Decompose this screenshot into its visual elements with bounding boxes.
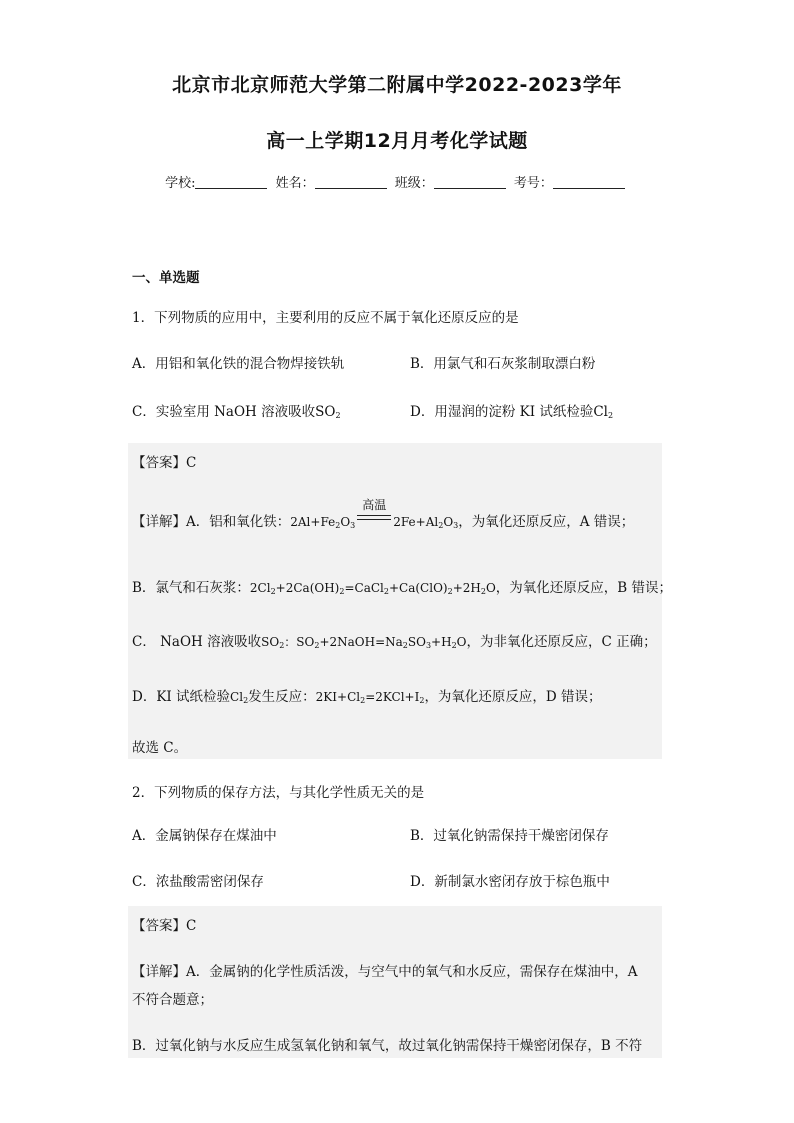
number-label: 考号： xyxy=(513,176,553,191)
section-title: 一、单选题 xyxy=(132,270,200,286)
q1-conclusion: 故选 C。 xyxy=(132,740,188,756)
q2-option-d: D．新制氯水密闭存放于棕色瓶中 xyxy=(410,874,610,890)
title-line-2: 高一上学期12月月考化学试题 xyxy=(266,130,528,152)
title-line-1: 北京市北京师范大学第二附属中学2022-2023学年 xyxy=(172,74,622,96)
q2-option-a: A．金属钠保存在煤油中 xyxy=(132,828,277,844)
q2-stem: 2．下列物质的保存方法，与其化学性质无关的是 xyxy=(132,785,425,801)
q2-detail-a-line1: 【详解】A．金属钠的化学性质活泼，与空气中的氧气和水反应，需保存在煤油中，A xyxy=(132,964,638,980)
q1-option-a: A．用铝和氧化铁的混合物焊接铁轨 xyxy=(132,356,345,372)
q1-detail-d: D．KI 试纸检验$Cl_2$发生反应：$2KI+Cl_2=2KCl+I_2$，为氧化还原反应，D 错误； xyxy=(132,689,602,705)
class-label: 班级： xyxy=(394,176,434,191)
q1-option-c: C．实验室用 NaOH 溶液吸收$SO_2$ xyxy=(132,404,341,420)
reaction-condition-arrow: 高温 xyxy=(357,511,391,525)
q1-detail-b: B．氯气和石灰浆：$2Cl_2+2Ca(OH)_2=CaCl_2+Ca(ClO)_2+2H_2O$，为氧化还原反应，B 错误； xyxy=(132,580,673,596)
q1-detail-a: 【详解】A．铝和氧化铁：$2Al+Fe_2O_3$ 高温 $2Fe+Al_2O_3$，为氧化还原反应，A 错误； xyxy=(132,498,635,530)
q1-option-b: B．用氯气和石灰浆制取漂白粉 xyxy=(410,356,596,372)
q2-option-b: B．过氧化钠需保持干燥密闭保存 xyxy=(410,828,609,844)
q1-answer: 【答案】C xyxy=(132,455,197,471)
q2-detail-b: B．过氧化钠与水反应生成氢氧化钠和氧气，故过氧化钠需保持干燥密闭保存，B 不符 xyxy=(132,1038,643,1054)
q2-detail-a-line2: 不符合题意； xyxy=(132,992,213,1008)
q2-answer: 【答案】C xyxy=(132,918,197,934)
q2-option-c: C．浓盐酸需密闭保存 xyxy=(132,874,264,890)
number-field[interactable] xyxy=(553,175,625,189)
q1-detail-c: C． NaOH 溶液吸收$SO_2$：$SO_2+2NaOH=Na_2SO_3+H_2O$，为非氧化还原反应，C 正确； xyxy=(132,634,657,650)
q1-option-d: D．用湿润的淀粉 KI 试纸检验$Cl_2$ xyxy=(410,404,614,420)
class-field[interactable] xyxy=(434,175,506,189)
name-label: 姓名： xyxy=(275,176,315,191)
student-info-row xyxy=(0,172,794,191)
school-label: 学校: xyxy=(165,176,196,191)
school-field[interactable] xyxy=(195,175,267,189)
q1-answer-box xyxy=(128,443,662,759)
q1-stem: 1．下列物质的应用中，主要利用的反应不属于氧化还原反应的是 xyxy=(132,310,519,326)
name-field[interactable] xyxy=(315,175,387,189)
